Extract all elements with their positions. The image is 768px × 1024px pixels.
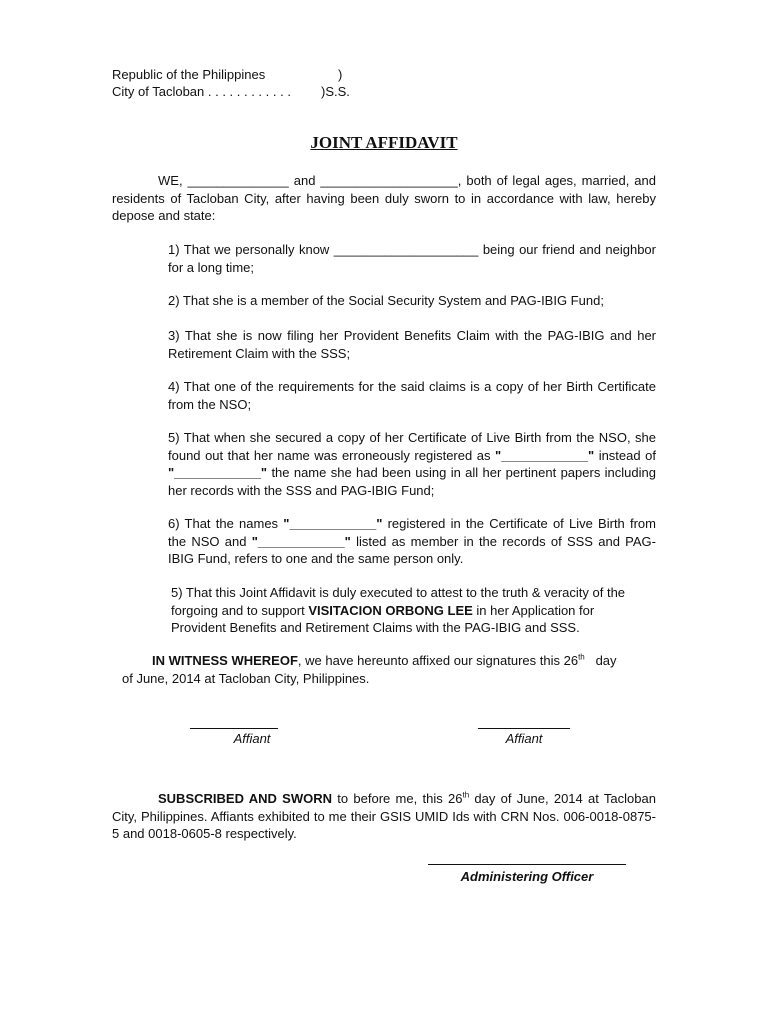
blank-affiant-1: ______________ bbox=[187, 173, 289, 188]
document-title bbox=[0, 133, 768, 153]
signature-affiant-1 bbox=[190, 728, 314, 746]
intro-we: WE, bbox=[158, 173, 183, 188]
officer-signature-line bbox=[428, 864, 626, 865]
title-text: JOINT AFFIDAVIT bbox=[310, 133, 458, 152]
item-6 bbox=[168, 515, 656, 568]
item-3-text: 3) That she is now filing her Provident Benefits Claim with the PAG-IBIG and her Retirement Claim with the SSS; bbox=[168, 328, 656, 361]
signature-affiant-2 bbox=[476, 728, 572, 746]
item-2-text: 2) That she is a member of the Social Security System and PAG-IBIG Fund; bbox=[168, 293, 604, 308]
blank-used-name: "____________" bbox=[168, 465, 268, 480]
jurat-lead: SUBSCRIBED AND SWORN bbox=[158, 791, 333, 806]
item-4 bbox=[168, 378, 656, 413]
venue-ss: )S.S. bbox=[321, 84, 350, 99]
jurat-text bbox=[112, 790, 656, 843]
item-7-text-b: in her Application for Provident Benefits and Retirement Claims with the PAG-IBIG and SSS. bbox=[171, 602, 595, 635]
jurat-paragraph bbox=[112, 790, 656, 843]
venue-line-republic bbox=[112, 66, 343, 83]
venue-block bbox=[112, 66, 350, 100]
signature-line-1 bbox=[190, 728, 278, 729]
venue-paren: ) bbox=[338, 67, 343, 82]
administering-officer-block bbox=[428, 864, 626, 886]
officer-label: Administering Officer bbox=[460, 869, 594, 884]
blank-registered-name: "____________" bbox=[495, 447, 595, 463]
venue-line-city bbox=[112, 83, 350, 100]
item-6-text-a: 6) That the names bbox=[168, 516, 279, 531]
blank-affiant-2: ___________________ bbox=[320, 173, 458, 188]
item-5-text-c: the name she had been using in all her pertinent papers including her records with the SSS and PAG-IBIG Fund; bbox=[168, 465, 656, 498]
witness-text-1: , we have hereunto affixed our signatures this 26 bbox=[297, 653, 579, 668]
item-5-text-a: 5) That when she secured a copy of her Certificate of Live Birth from the NSO, she found out that her name was erroneously registered as bbox=[168, 430, 656, 463]
item-4-text: 4) That one of the requirements for the said claims is a copy of her Birth Certificate from the NSO; bbox=[168, 379, 656, 412]
affiant-label-2: Affiant bbox=[505, 731, 543, 746]
venue-republic: Republic of the Philippines bbox=[112, 67, 266, 82]
intro-and: and bbox=[293, 173, 316, 188]
witness-lead: IN WITNESS WHEREOF bbox=[152, 653, 298, 668]
item-6-text-c: listed as member in the records of SSS and PAG-IBIG Fund, refers to one and the same person only. bbox=[168, 533, 656, 566]
witness-text-3: of June, 2014 at Tacloban City, Philippines. bbox=[122, 670, 370, 686]
affiant-label-1: Affiant bbox=[233, 731, 271, 746]
jurat-text-2: day of June, 2014 at Tacloban City, Philippines. Affiants exhibited to me their GSIS UMID Ids with CRN Nos. 006-0018-0875-5 and 0018-0605-8 respectively. bbox=[112, 791, 656, 841]
venue-city: City of Tacloban . . . . . . . . . . . . bbox=[112, 84, 291, 99]
item-1-text-b: being our friend and neighbor for a long time; bbox=[168, 242, 656, 275]
item-1 bbox=[168, 241, 656, 276]
item-1-text-a: 1) That we personally know bbox=[168, 242, 330, 257]
jurat-text-1: to before me, this 26 bbox=[337, 791, 463, 806]
blank-friend-name: ____________________ bbox=[333, 242, 479, 257]
item-6-text-b: registered in the Certificate of Live Birth from the NSO and bbox=[168, 516, 656, 549]
item-2 bbox=[168, 292, 656, 310]
item-3 bbox=[168, 327, 656, 362]
claimant-name: VISITACION ORBONG LEE bbox=[308, 602, 473, 618]
intro-paragraph bbox=[112, 172, 656, 225]
witness-line-1 bbox=[112, 652, 656, 670]
jurat-sup: th bbox=[462, 790, 470, 800]
witness-text-2: day bbox=[595, 653, 617, 668]
item-7 bbox=[171, 584, 641, 637]
intro-rest: , both of legal ages, married, and residents of Tacloban City, after having been duly sworn to in accordance with law, hereby depose and state: bbox=[112, 173, 656, 223]
witness-line-2 bbox=[112, 670, 656, 688]
witness-clause bbox=[112, 652, 656, 687]
blank-sss-name: "____________" bbox=[251, 533, 351, 549]
item-5-text-b: instead of bbox=[598, 447, 656, 463]
signature-line-2 bbox=[478, 728, 570, 729]
blank-nso-name: "____________" bbox=[283, 516, 383, 531]
item-5 bbox=[168, 429, 656, 499]
item-7-text-a: 5) That this Joint Affidavit is duly executed to attest to the truth & veracity of the forgoing and to support bbox=[171, 585, 626, 618]
witness-sup: th bbox=[578, 652, 585, 662]
